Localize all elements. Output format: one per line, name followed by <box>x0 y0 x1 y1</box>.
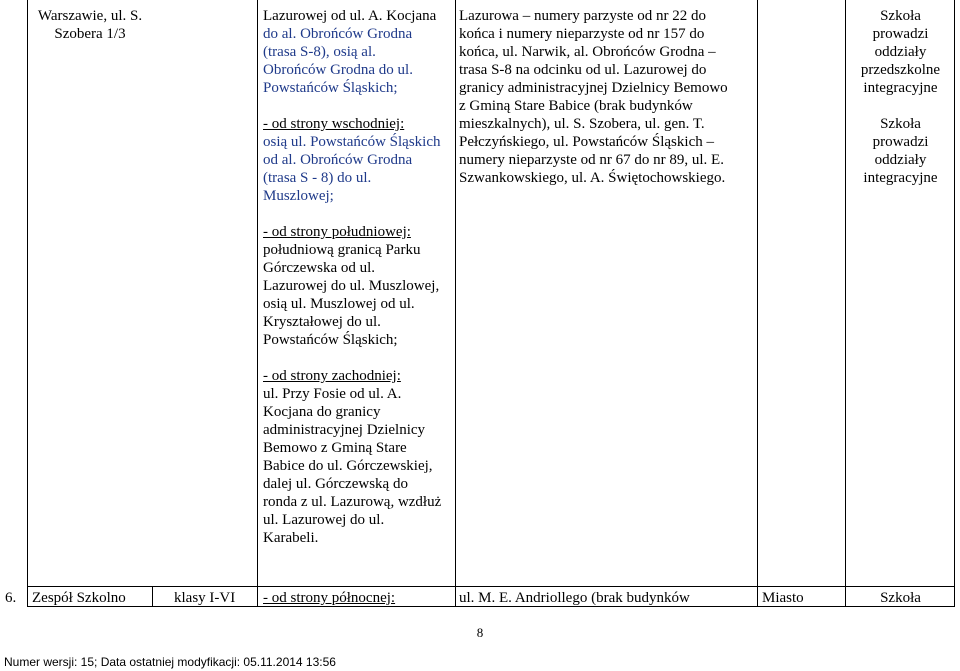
boundary-line: Górczewska od ul. <box>263 260 376 276</box>
streets-line: Szwankowskiego, ul. A. Świętochowskiego. <box>459 170 726 186</box>
column-divider-1 <box>152 586 153 607</box>
streets-line: mieszkalnych), ul. S. Szobera, ul. gen. T. <box>459 116 705 132</box>
notes-line: oddziały <box>874 152 927 168</box>
notes-first-line: Szkoła <box>880 590 921 606</box>
boundary-line: do al. Obrońców Grodna <box>263 26 413 42</box>
boundary-line: Powstańców Śląskich; <box>263 80 398 96</box>
boundary-line: Lazurowej do ul. Muszlowej, <box>263 278 440 294</box>
streets-line: granicy administracyjnej Dzielnicy Bemowo <box>459 80 728 96</box>
streets-line: z Gminą Stare Babice (brak budynków <box>459 98 693 114</box>
boundary-line: południową granicą Parku <box>263 242 421 258</box>
address-line: Warszawie, ul. S. <box>37 8 143 24</box>
boundary-line: Muszlowej; <box>263 188 334 204</box>
column-divider-3 <box>455 0 456 607</box>
boundary-line: Kryształowej do ul. <box>263 314 381 330</box>
notes-line: przedszkolne <box>860 62 941 78</box>
notes-line: prowadzi <box>872 134 929 150</box>
north-boundary-heading: - od strony północnej: <box>263 590 396 606</box>
streets-line: trasa S-8 na odcinku od ul. Lazurowej do <box>459 62 707 78</box>
notes-line: Szkoła <box>880 8 921 24</box>
boundary-line: Bemowo z Gminą Stare <box>263 440 407 456</box>
streets-line: numery nieparzyste od nr 67 do nr 89, ul. E. <box>459 152 724 168</box>
boundary-line: Babice do ul. Górczewskiej, <box>263 458 433 474</box>
boundary-line: Obrońców Grodna do ul. <box>263 62 413 78</box>
column-divider-4 <box>757 0 758 607</box>
east-boundary-heading: - od strony wschodniej: <box>263 116 405 132</box>
boundary-line: ul. Lazurowej do ul. <box>263 512 385 528</box>
notes-line: oddziały <box>874 44 927 60</box>
page-number: 8 <box>476 625 484 640</box>
version-info: Numer wersji: 15; Data ostatniej modyfikacji: 05.11.2014 13:56 <box>4 655 336 669</box>
school-address-cell <box>30 7 150 43</box>
streets-line: Lazurowa – numery parzyste od nr 22 do <box>459 8 707 24</box>
notes-line: prowadzi <box>872 26 929 42</box>
boundary-line: od al. Obrońców Grodna <box>263 152 413 168</box>
boundary-line: administracyjnej Dzielnicy <box>263 422 426 438</box>
streets-line: końca i numery nieparzyste od nr 157 do <box>459 26 705 42</box>
column-divider-2 <box>257 0 258 607</box>
school-classes: klasy I-VI <box>174 590 236 606</box>
west-boundary-heading: - od strony zachodniej: <box>263 368 401 384</box>
notes-line: integracyjne <box>863 80 938 96</box>
row-divider <box>27 586 955 587</box>
boundary-line: osią ul. Muszlowej od ul. <box>263 296 415 312</box>
streets-first-line: ul. M. E. Andriollego (brak budynków <box>459 590 690 606</box>
table-border-right <box>954 0 955 607</box>
streets-line: końca, ul. Narwik, al. Obrońców Grodna – <box>459 44 716 60</box>
row-number: 6. <box>5 590 17 606</box>
notes-line: integracyjne <box>863 170 938 186</box>
streets-cell <box>459 7 755 187</box>
table-border-left <box>27 0 28 607</box>
boundary-line: ronda z ul. Lazurową, wzdłuż <box>263 494 442 510</box>
boundary-line: Karabeli. <box>263 530 319 546</box>
streets-line: Pełczyńskiego, ul. Powstańców Śląskich – <box>459 134 714 150</box>
boundary-line: (trasa S - 8) do ul. <box>263 170 372 186</box>
area-type: Miasto <box>762 590 804 606</box>
school-name: Zespół Szkolno <box>32 590 126 606</box>
address-line: Szobera 1/3 <box>54 26 126 42</box>
south-boundary-heading: - od strony południowej: <box>263 224 411 240</box>
boundary-line: (trasa S-8), osią al. <box>263 44 376 60</box>
boundaries-cell <box>263 7 455 547</box>
boundary-line: ul. Przy Fosie od ul. A. <box>263 386 402 402</box>
boundary-line: osią ul. Powstańców Śląskich <box>263 134 441 150</box>
column-divider-5 <box>845 0 846 607</box>
notes-cell <box>848 7 953 187</box>
boundary-line: Powstańców Śląskich; <box>263 332 398 348</box>
boundary-line: dalej ul. Górczewską do <box>263 476 408 492</box>
boundary-line: Kocjana do granicy <box>263 404 381 420</box>
boundary-line: Lazurowej od ul. A. Kocjana <box>263 8 437 24</box>
notes-line: Szkoła <box>880 116 921 132</box>
